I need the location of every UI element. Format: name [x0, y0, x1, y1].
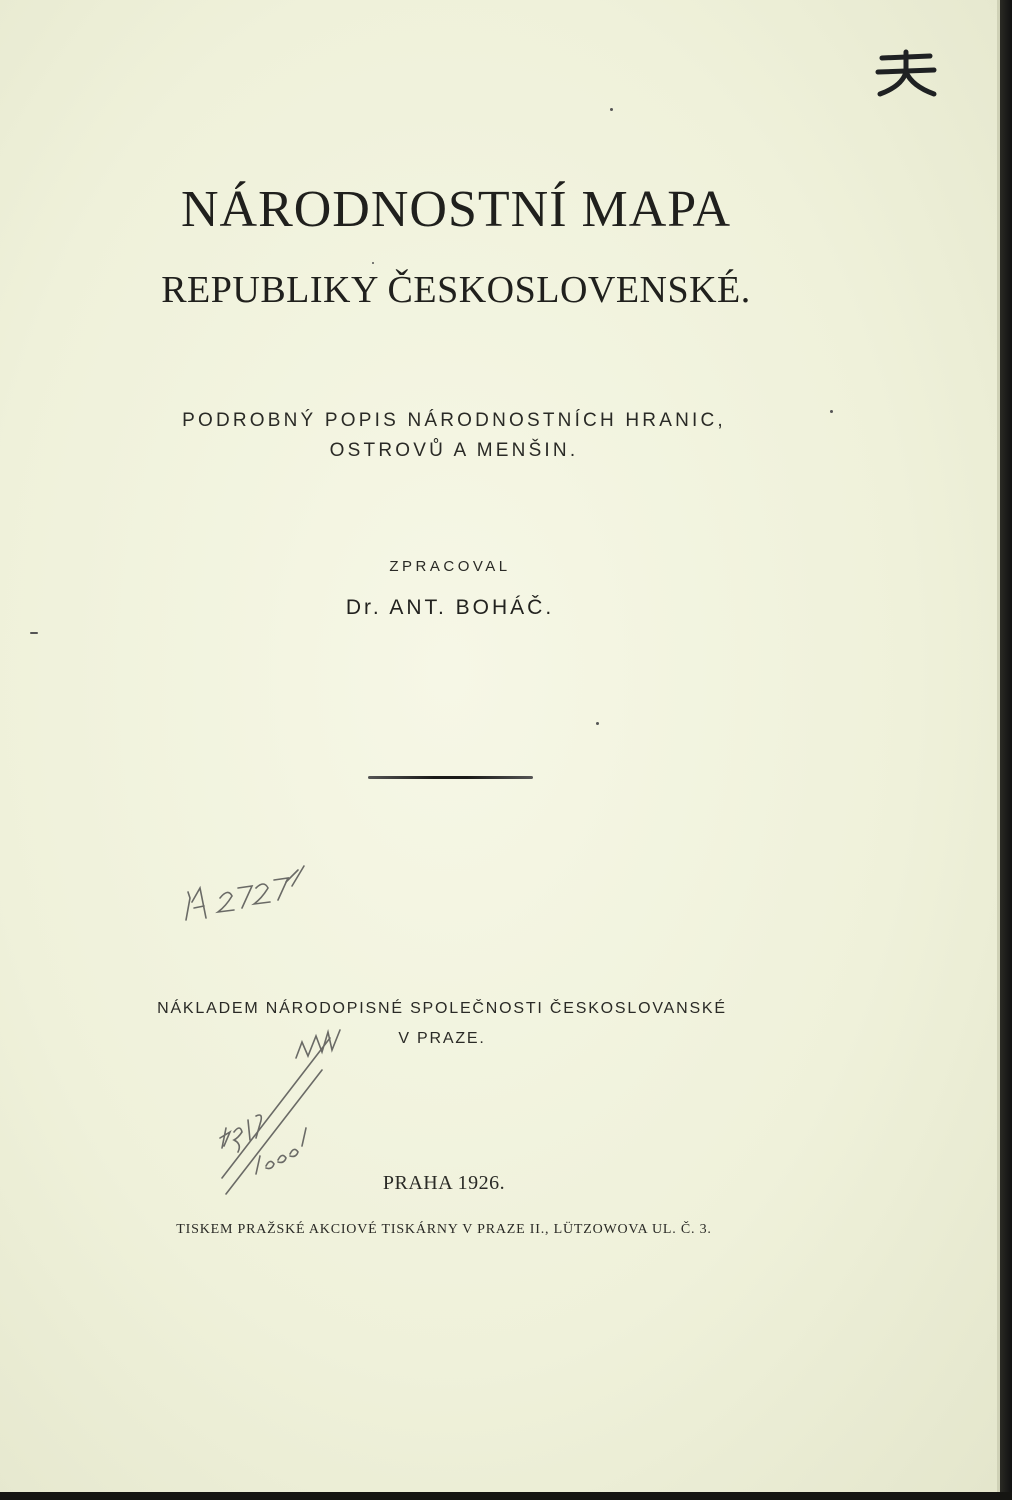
paper-speck: [596, 722, 599, 725]
publisher-line-2: V PRAZE.: [398, 1030, 486, 1047]
paper-speck: [30, 632, 38, 634]
title-line-2: REPUBLIKY ČESKOSLOVENSKÉ.: [161, 269, 751, 311]
publisher-line-1: NÁKLADEM NÁRODOPISNÉ SPOLEČNOSTI ČESKOSLOVANSKÉ: [157, 1000, 727, 1017]
library-stamp-icon: [872, 48, 940, 100]
paper-speck: [372, 262, 374, 264]
author-name: Dr. ANT. BOHÁČ.: [345, 596, 555, 619]
paper-speck: [610, 108, 613, 111]
page-bottom-edge: [0, 1492, 1012, 1500]
place-and-year: PRAHA 1926.: [382, 1172, 506, 1194]
credit-label: ZPRACOVAL: [389, 558, 511, 575]
subtitle-line-2: OSTROVŮ A MENŠIN.: [329, 440, 579, 461]
title-line-1: NÁRODNOSTNÍ MAPA: [180, 181, 732, 238]
shelf-mark-handwriting: [180, 858, 310, 933]
page-right-edge: [1000, 0, 1012, 1500]
subtitle-line-1: PODROBNÝ POPIS NÁRODNOSTNÍCH HRANIC,: [182, 410, 726, 431]
printer-imprint: TISKEM PRAŽSKÉ AKCIOVÉ TISKÁRNY V PRAZE II., LÜTZOWOVA UL. Č. 3.: [176, 1222, 712, 1237]
paper-speck: [830, 410, 833, 413]
divider-rule: [368, 776, 533, 779]
